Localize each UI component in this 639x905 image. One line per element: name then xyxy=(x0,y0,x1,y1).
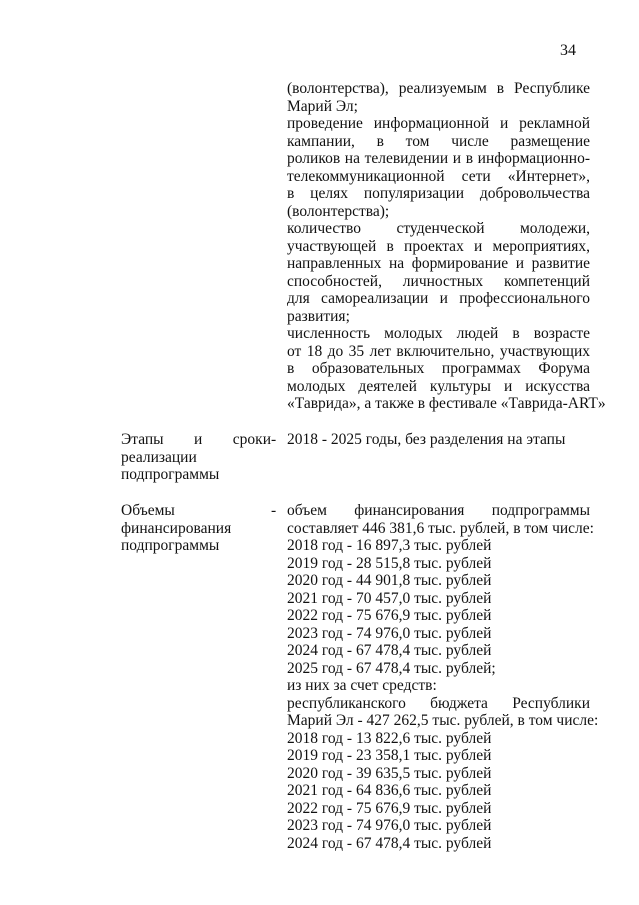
label-line: реализации xyxy=(121,448,197,466)
label-line: Этапы и сроки xyxy=(121,431,271,448)
funding-dash: - xyxy=(271,502,277,519)
text-line: (волонтерства); xyxy=(287,202,390,220)
text-line: проведение информационной и рекламной xyxy=(287,115,590,132)
text-line: молодых деятелей культуры и искусства xyxy=(287,377,590,395)
funding-year-line: 2023 год - 74 976,0 тыс. рублей xyxy=(287,624,492,642)
text-line: Марий Эл; xyxy=(287,97,358,115)
funding-year-line: 2024 год - 67 478,4 тыс. рублей xyxy=(287,834,492,852)
text-line: «Таврида», а также в фестивале «Таврида-ART» xyxy=(287,395,606,412)
text-line: участвующей в проектах и мероприятиях, xyxy=(287,237,590,255)
page-number: 34 xyxy=(560,42,576,59)
funding-label xyxy=(121,502,271,555)
label-line: Объемы xyxy=(121,502,175,519)
text-line: (волонтерства), реализуемым в Республике xyxy=(287,80,590,97)
text-line: направленных на формирование и развитие xyxy=(287,255,590,272)
funding-year-line: 2023 год - 74 976,0 тыс. рублей xyxy=(287,817,492,834)
text-line: в образовательных программах Форума xyxy=(287,360,590,377)
funding-year-line: 2020 год - 39 635,5 тыс. рублей xyxy=(287,764,492,782)
text-line: от 18 до 35 лет включительно, участвующих xyxy=(287,342,590,360)
text-line: в целях популяризации добровольчества xyxy=(287,185,590,202)
funding-year-line: 2021 год - 70 457,0 тыс. рублей xyxy=(287,589,492,607)
text-line: кампании, в том числе размещение xyxy=(287,132,590,150)
text-line: для самореализации и профессионального xyxy=(287,290,590,307)
funding-year-line: 2018 год - 13 822,6 тыс. рублей xyxy=(287,729,492,747)
label-line: подпрограммы xyxy=(121,466,220,483)
stages-value xyxy=(287,431,590,449)
funding-year-line: 2024 год - 67 478,4 тыс. рублей xyxy=(287,642,492,659)
text-line: объем финансирования подпрограммы xyxy=(287,502,590,519)
text-line: развития; xyxy=(287,307,350,325)
funding-year-line: 2021 год - 64 836,6 тыс. рублей xyxy=(287,782,492,799)
text-line: телекоммуникационной сети «Интернет», xyxy=(287,167,590,185)
label-line: подпрограммы xyxy=(121,537,220,554)
stages-label xyxy=(121,431,271,484)
funding-year-line: 2022 год - 75 676,9 тыс. рублей xyxy=(287,799,492,817)
text-line: 2018 - 2025 годы, без разделения на этапы xyxy=(287,431,566,448)
text-line: численность молодых людей в возрасте xyxy=(287,325,590,342)
funding-year-line: 2019 год - 23 358,1 тыс. рублей xyxy=(287,747,492,764)
funding-year-line: 2025 год - 67 478,4 тыс. рублей; xyxy=(287,659,496,677)
text-line: способностей, личностных компетенций xyxy=(287,272,590,290)
text-line: республиканского бюджета Республики xyxy=(287,694,590,712)
stages-dash: - xyxy=(271,431,277,448)
funding-year-line: 2018 год - 16 897,3 тыс. рублей xyxy=(287,537,492,554)
text-line: роликов на телевидении и в информационно- xyxy=(287,150,590,167)
funding-text-block xyxy=(287,502,599,852)
funding-year-line: 2019 год - 28 515,8 тыс. рублей xyxy=(287,554,492,572)
text-line: количество студенческой молодежи, xyxy=(287,220,590,237)
intro-text-block xyxy=(287,80,606,413)
label-line: финансирования xyxy=(121,519,232,537)
funding-year-line: 2022 год - 75 676,9 тыс. рублей xyxy=(287,607,492,624)
text-line: Марий Эл - 427 262,5 тыс. рублей, в том числе: xyxy=(287,712,599,729)
text-line: составляет 446 381,6 тыс. рублей, в том числе: xyxy=(287,519,594,537)
funding-year-line: 2020 год - 44 901,8 тыс. рублей xyxy=(287,572,492,589)
text-line: из них за счет средств: xyxy=(287,677,437,694)
